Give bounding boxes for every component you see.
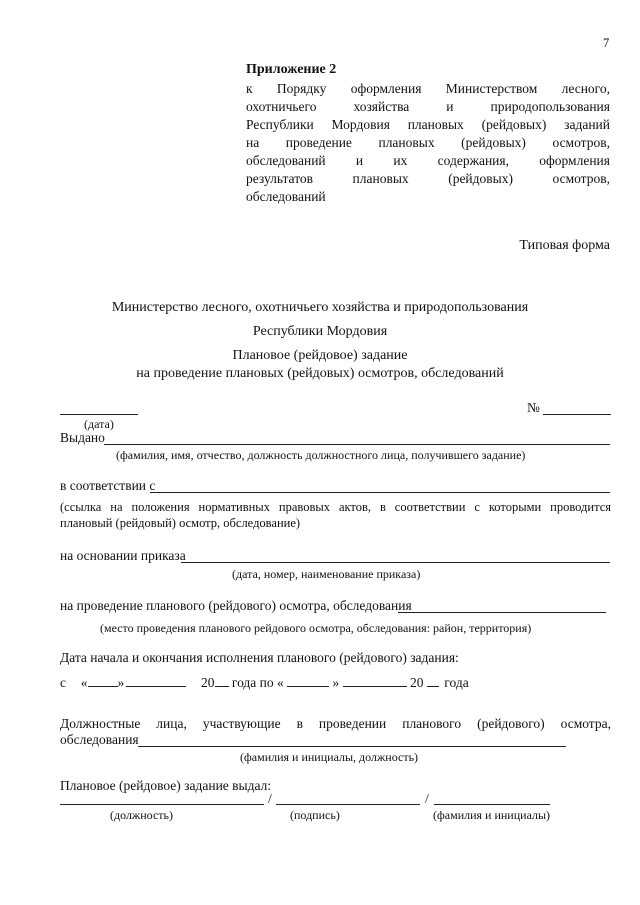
issued-label: Выдано xyxy=(60,430,105,445)
officials-caption: (фамилия и инициалы, должность) xyxy=(240,750,419,764)
appendix-line: обследований xyxy=(246,189,326,204)
dates-twenty2: 20 xyxy=(410,675,424,690)
issuer-position-line[interactable] xyxy=(60,804,264,805)
issuer-signature-line[interactable] xyxy=(276,804,420,805)
accordance-label: в соответствии с xyxy=(60,478,156,493)
appendix-line: Республики Мордовия плановых (рейдовых) заданий xyxy=(246,117,610,132)
officials-label-line2: обследования xyxy=(60,732,139,747)
task-title: Плановое (рейдовое) задание xyxy=(232,348,408,363)
issued-field-line[interactable] xyxy=(104,444,610,445)
accordance-note-line2: плановый (рейдовый) осмотр, обследование) xyxy=(60,516,301,530)
inspection-caption: (место проведения планового рейдового осмотра, обследования: район, территория) xyxy=(100,621,532,635)
officials-word: Должностные xyxy=(60,716,141,731)
order-caption: (дата, номер, наименование приказа) xyxy=(232,567,421,581)
date-caption: (дата) xyxy=(84,417,114,431)
dates-quote-close2: » xyxy=(332,675,340,690)
dates-twenty: 20 xyxy=(201,675,215,690)
end-month-field[interactable] xyxy=(343,686,407,687)
sign-caption-position: (должность) xyxy=(110,808,173,822)
sign-caption-signature: (подпись) xyxy=(290,808,340,822)
number-field-line[interactable] xyxy=(543,414,611,415)
ministry-line2: Республики Мордовия xyxy=(252,324,388,339)
dates-year-to: года по « xyxy=(231,675,284,690)
officials-word: лица, xyxy=(156,716,187,731)
inspection-label: на проведение планового (рейдового) осмотра, обследования xyxy=(60,598,412,613)
start-day-field[interactable] xyxy=(88,686,118,687)
appendix-line: результатов плановых (рейдовых) осмотров, xyxy=(246,171,610,186)
start-year-field[interactable] xyxy=(215,686,229,687)
number-label: № xyxy=(527,400,540,415)
officials-word: (рейдового) xyxy=(477,716,545,731)
start-month-field[interactable] xyxy=(126,686,186,687)
end-day-field[interactable] xyxy=(287,686,329,687)
sign-caption-name: (фамилия и инициалы) xyxy=(433,808,551,822)
end-year-field[interactable] xyxy=(427,686,439,687)
task-subtitle: на проведение плановых (рейдовых) осмотров, обследований xyxy=(136,366,504,381)
officials-word: проведении xyxy=(318,716,387,731)
page-number: 7 xyxy=(603,36,610,50)
date-field-line[interactable] xyxy=(60,414,138,415)
officials-word: осмотра, xyxy=(560,716,611,731)
dates-year: года xyxy=(444,675,469,690)
ministry-line1: Министерство лесного, охотничьего хозяйства и природопользования xyxy=(111,300,529,315)
sign-separator: / xyxy=(425,791,429,806)
officials-label-row xyxy=(60,716,611,732)
officials-word: планового xyxy=(402,716,462,731)
dates-row xyxy=(60,675,469,691)
officials-word: участвующие xyxy=(202,716,281,731)
dates-label: Дата начала и окончания исполнения планового (рейдового) задания: xyxy=(60,650,459,665)
order-field-line[interactable] xyxy=(181,562,610,563)
issuer-label: Плановое (рейдовое) задание выдал: xyxy=(60,778,272,793)
accordance-field-line[interactable] xyxy=(150,492,610,493)
officials-field-line[interactable] xyxy=(138,746,566,747)
appendix-line: охотничьего хозяйства и природопользования xyxy=(246,99,610,114)
dates-quote-open: « xyxy=(80,675,88,690)
dates-quote-close: » xyxy=(117,675,125,690)
accordance-note-line1: (ссылка на положения нормативных правовых актов, в соответствии с которыми проводится xyxy=(60,500,611,514)
inspection-field-line[interactable] xyxy=(398,612,606,613)
appendix-line: на проведение плановых (рейдовых) осмотров, xyxy=(246,135,610,150)
sign-separator: / xyxy=(268,791,272,806)
issued-caption: (фамилия, имя, отчество, должность должностного лица, получившего задание) xyxy=(116,448,526,462)
dates-c: с xyxy=(60,675,66,690)
appendix-line: обследований и их содержания, оформления xyxy=(246,153,610,168)
appendix-title: Приложение 2 xyxy=(246,62,337,77)
form-type: Типовая форма xyxy=(519,238,610,253)
appendix-text xyxy=(246,80,610,206)
issuer-name-line[interactable] xyxy=(434,804,550,805)
officials-word: в xyxy=(296,716,303,731)
order-label: на основании приказа xyxy=(60,548,186,563)
appendix-line: к Порядку оформления Министерством лесного, xyxy=(246,81,610,96)
